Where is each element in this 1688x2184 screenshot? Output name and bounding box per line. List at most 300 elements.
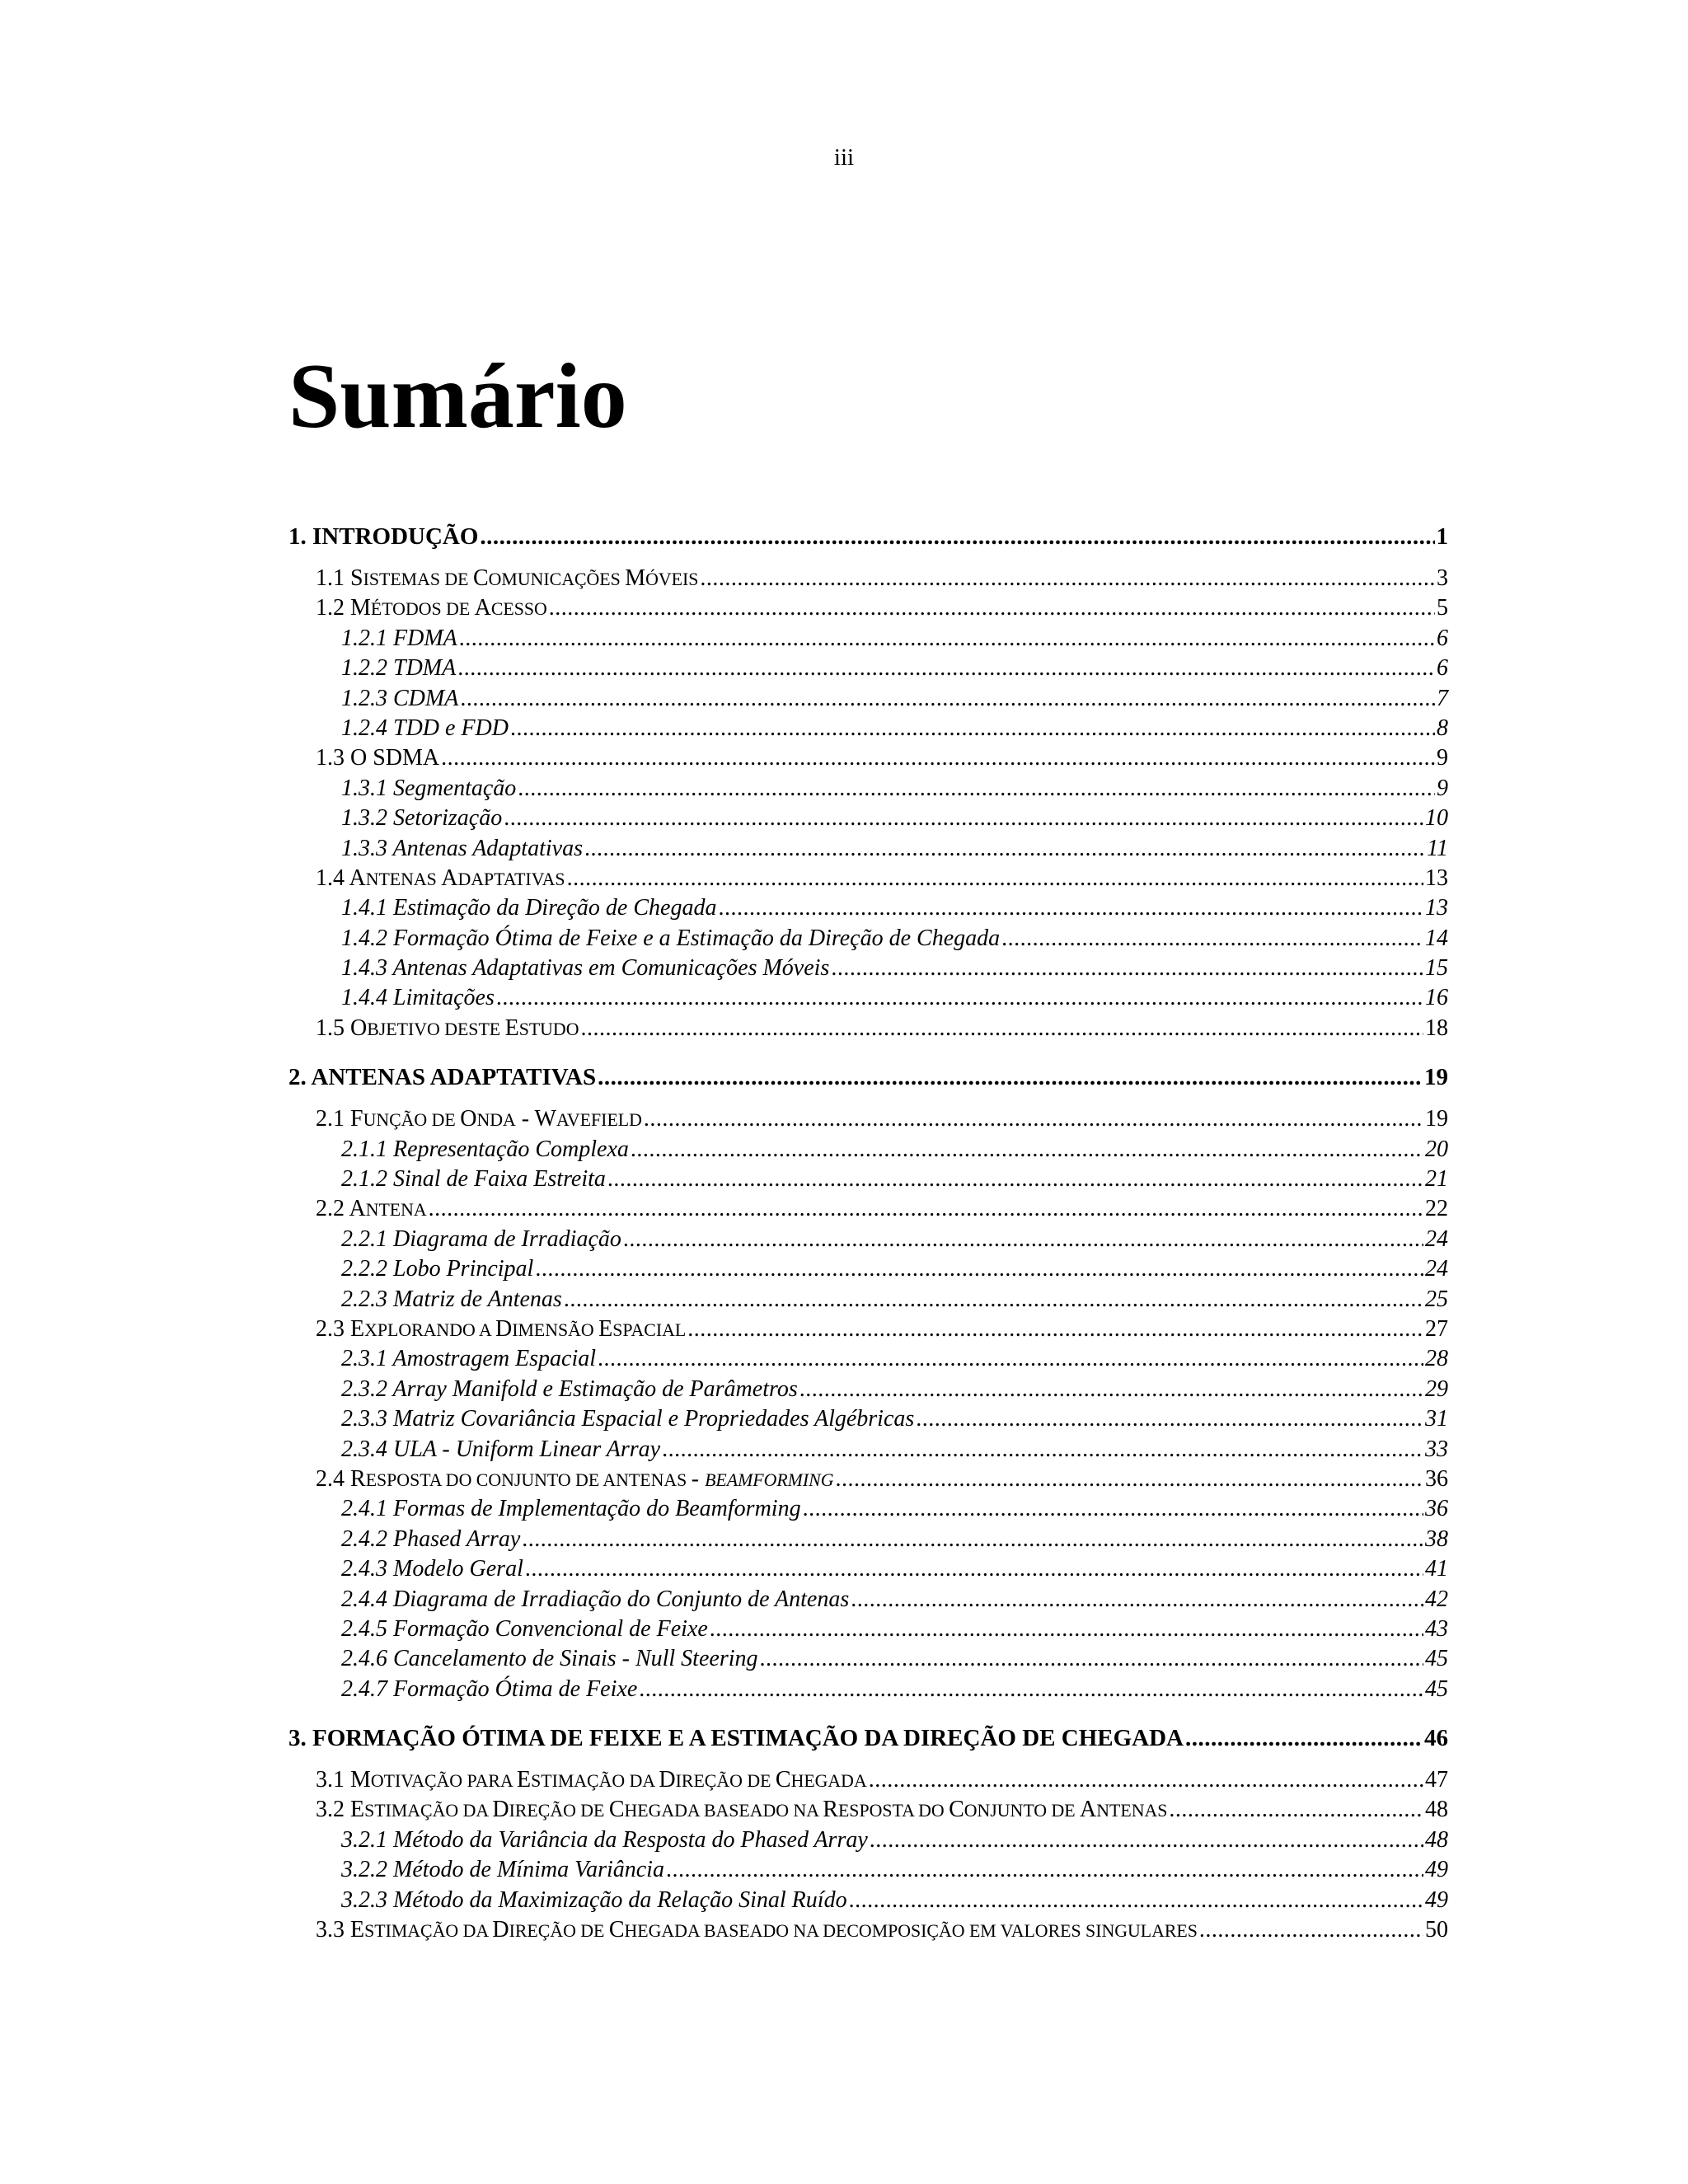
dot-leader: [718, 893, 1423, 923]
toc-entry-s1-2-3: [288, 684, 1448, 714]
dot-leader: [598, 1058, 1423, 1096]
toc-entry-title: [316, 864, 565, 894]
toc-entry-title: [316, 743, 439, 773]
toc-entry-page: 6: [1437, 625, 1448, 651]
dot-leader: [441, 743, 1435, 773]
toc-entry-text: S: [350, 565, 363, 591]
toc-entry-number: 2.2.2: [341, 1256, 387, 1282]
toc-entry-text: Amostragem Espacial: [392, 1346, 597, 1372]
dot-leader: [1001, 924, 1423, 954]
dot-leader: [760, 1644, 1424, 1674]
toc-entry-text: A: [349, 865, 366, 891]
toc-entry-page: 29: [1425, 1376, 1448, 1402]
toc-entry-s1-1: [288, 564, 1448, 593]
toc-entry-s2-2-2: [288, 1254, 1448, 1284]
toc-entry-text: Limitações: [393, 985, 495, 1011]
toc-entry-number: 1.4: [316, 865, 345, 891]
dot-leader: [623, 1225, 1423, 1254]
toc-entry-number: 2.4.5: [341, 1615, 387, 1642]
toc-entry-text: F: [350, 1106, 363, 1132]
toc-entry-page: 31: [1425, 1406, 1448, 1432]
toc-entry-page: 27: [1425, 1315, 1448, 1342]
toc-entry-page: 15: [1425, 955, 1448, 982]
toc-entry-number: 2.4.1: [341, 1496, 387, 1522]
toc-entry-text: Representação Complexa: [393, 1136, 629, 1162]
toc-entry-title: [316, 593, 547, 624]
toc-entry-number: 3.: [288, 1725, 307, 1752]
toc-entry-s1-4: [288, 864, 1448, 893]
toc-entry-text: E: [350, 1797, 365, 1823]
toc-entry-text: C: [775, 1767, 791, 1793]
dot-leader: [1185, 1719, 1423, 1757]
toc-entry-s3-3: [288, 1915, 1448, 1945]
toc-entry-number: 2.3.3: [341, 1406, 387, 1432]
page-title: Sumário: [288, 345, 627, 448]
toc-entry-title: [341, 1525, 520, 1554]
toc-entry-text: HEGADA BASEADO NA DECOMPOSIÇÃO EM VALORES SINGULARES: [624, 1921, 1198, 1942]
toc-entry-number: 3.1: [316, 1767, 345, 1793]
toc-entry-title: [316, 564, 698, 594]
toc-entry-page: 14: [1425, 925, 1448, 951]
toc-entry-s3-2: [288, 1795, 1448, 1825]
dot-leader: [835, 1465, 1423, 1494]
toc-entry-number: 2.2: [316, 1196, 345, 1222]
toc-entry-title: [316, 1104, 642, 1135]
toc-entry-text: Matriz Covariância Espacial e Propriedades Algébricas: [393, 1406, 915, 1432]
dot-leader: [429, 1194, 1423, 1224]
toc-entry-s2-4-6: [288, 1644, 1448, 1674]
toc-entry-page: 33: [1425, 1436, 1448, 1462]
toc-entry-text: A: [474, 595, 491, 621]
toc-entry-s1-4-2: [288, 924, 1448, 954]
toc-entry-text: Método da Variância da Resposta do Phased Array: [393, 1826, 868, 1853]
toc-entry-page: 47: [1425, 1767, 1448, 1793]
toc-entry-title: [341, 1855, 664, 1885]
toc-entry-s2-4-2: [288, 1525, 1448, 1554]
toc-entry-text: IREÇÃO DE: [509, 1921, 609, 1942]
toc-entry-s2-3-3: [288, 1404, 1448, 1434]
toc-entry-page: 36: [1425, 1465, 1448, 1492]
toc-entry-page: 45: [1425, 1675, 1448, 1702]
toc-entry-page: 28: [1425, 1346, 1448, 1372]
toc-entry-number: 3.2.1: [341, 1826, 387, 1853]
dot-leader: [1199, 1915, 1423, 1945]
toc-entry-s1-3-1: [288, 774, 1448, 804]
dot-leader: [870, 1825, 1423, 1855]
toc-entry-text: R: [823, 1797, 838, 1823]
toc-entry-s1-2-4: [288, 714, 1448, 743]
toc-entry-page: 9: [1437, 745, 1448, 771]
toc-entry-text: NTENAS: [365, 869, 442, 889]
toc-entry-text: Phased Array: [393, 1526, 521, 1552]
toc-entry-number: 1.4.2: [341, 925, 387, 951]
toc-entry-text: C: [472, 565, 489, 591]
toc-entry-title: [341, 804, 502, 833]
toc-entry-s2-4-4: [288, 1585, 1448, 1615]
toc-entry-title: [341, 1435, 660, 1465]
toc-entry-page: 19: [1424, 1064, 1448, 1091]
toc-entry-number: 2.4.2: [341, 1526, 387, 1552]
toc-entry-number: 1.2.1: [341, 625, 387, 651]
toc-entry-text: R: [350, 1465, 366, 1492]
toc-entry-text: HEGADA: [790, 1771, 867, 1792]
table-of-contents: [288, 518, 1448, 1945]
toc-entry-s2-4-7: [288, 1675, 1448, 1704]
toc-entry-title: [341, 834, 583, 864]
toc-entry-text: Array Manifold e Estimação de Parâmetros: [392, 1376, 798, 1402]
toc-entry-text: Formas de Implementação do Beamforming: [393, 1496, 801, 1522]
toc-entry-text: O SDMA: [350, 745, 440, 771]
toc-entry-number: 1.2.2: [341, 655, 387, 682]
toc-entry-title: [341, 1644, 758, 1674]
toc-entry-page: 19: [1425, 1106, 1448, 1132]
toc-entry-text: IMENSÃO: [512, 1319, 599, 1340]
dot-leader: [607, 1165, 1423, 1194]
toc-entry-s3-2-2: [288, 1855, 1448, 1885]
toc-entry-text: Formação Ótima de Feixe e a Estimação da Direção de Chegada: [393, 925, 1001, 951]
dot-leader: [584, 834, 1425, 864]
toc-entry-number: 2.1.2: [341, 1166, 387, 1193]
toc-entry-title: [341, 684, 458, 714]
toc-entry-number: 1.2.3: [341, 685, 387, 711]
toc-entry-number: 2.2.1: [341, 1226, 387, 1252]
toc-entry-text: SPACIAL: [612, 1319, 687, 1340]
toc-entry-text: C: [949, 1797, 964, 1823]
toc-entry-text: Segmentação: [393, 775, 517, 801]
toc-entry-text: Formação Convencional de Feixe: [393, 1615, 708, 1642]
toc-entry-s2-2-1: [288, 1225, 1448, 1254]
toc-entry-text: E: [598, 1315, 613, 1342]
toc-entry-page: 5: [1437, 595, 1448, 621]
toc-entry-text: IREÇÃO DE: [509, 1801, 609, 1821]
toc-entry-text: E: [517, 1767, 532, 1793]
toc-entry-text: Sinal de Faixa Estreita: [393, 1166, 606, 1193]
toc-entry-title: [341, 1886, 847, 1915]
toc-entry-number: 3.2.3: [341, 1886, 387, 1913]
toc-entry-title: [316, 1765, 867, 1796]
toc-entry-page: 45: [1425, 1646, 1448, 1672]
toc-entry-number: 3.2: [316, 1797, 345, 1823]
dot-leader: [564, 1285, 1423, 1315]
dot-leader: [700, 564, 1435, 593]
toc-entry-title: [316, 1194, 427, 1225]
toc-entry-number: 1.2: [316, 595, 345, 621]
toc-entry-text: STUDO: [518, 1019, 579, 1039]
toc-entry-title: [341, 1615, 708, 1644]
dot-leader: [459, 624, 1435, 654]
toc-entry-title: [288, 1719, 1184, 1757]
toc-entry-text: D: [492, 1797, 509, 1823]
dot-leader: [598, 1344, 1423, 1374]
toc-entry-text: Matriz de Antenas: [393, 1286, 562, 1312]
toc-entry-number: 2.: [288, 1064, 307, 1091]
toc-entry-page: 48: [1425, 1797, 1448, 1823]
toc-entry-number: 2.4.4: [341, 1586, 387, 1612]
toc-entry-s3-2-3: [288, 1886, 1448, 1915]
toc-entry-number: 1.: [288, 523, 307, 550]
toc-entry-title: [341, 1254, 533, 1284]
dot-leader: [504, 804, 1423, 833]
toc-entry-text: Formação Ótima de Feixe: [393, 1675, 638, 1702]
dot-leader: [869, 1765, 1423, 1795]
toc-entry-title: [341, 1344, 596, 1374]
toc-entry-number: 1.4.3: [341, 955, 387, 982]
toc-entry-s2-4: [288, 1465, 1448, 1494]
toc-entry-text: A: [1080, 1797, 1097, 1823]
toc-entry-number: 1.5: [316, 1015, 345, 1041]
toc-entry-page: 13: [1425, 865, 1448, 891]
toc-entry-number: 1.3.2: [341, 805, 387, 832]
toc-entry-page: 46: [1424, 1725, 1448, 1752]
toc-entry-page: 25: [1425, 1286, 1448, 1312]
toc-entry-page: 6: [1437, 655, 1448, 682]
toc-entry-text: Diagrama de Irradiação do Conjunto de Antenas: [393, 1586, 850, 1612]
toc-entry-text: A: [441, 865, 458, 891]
toc-entry-s2-3: [288, 1315, 1448, 1344]
toc-entry-number: 2.3.4: [341, 1436, 387, 1462]
toc-entry-text: STIMAÇÃO DA: [364, 1921, 493, 1942]
toc-entry-text: ÉTODOS DE: [370, 599, 475, 620]
toc-entry-page: 9: [1437, 775, 1448, 801]
dot-leader: [567, 864, 1423, 893]
toc-entry-s1-3-3: [288, 834, 1448, 864]
dot-leader: [799, 1375, 1423, 1404]
toc-entry-number: 2.4.6: [341, 1646, 387, 1672]
toc-entry-ch1: [288, 518, 1448, 555]
toc-entry-text: OMUNICAÇÕES: [488, 569, 626, 589]
toc-entry-page: 22: [1425, 1196, 1448, 1222]
toc-entry-s2-3-1: [288, 1344, 1448, 1374]
toc-entry-number: 1.1: [316, 565, 345, 591]
toc-entry-text: Método de Mínima Variância: [393, 1857, 664, 1883]
toc-entry-text: D: [495, 1315, 513, 1342]
toc-entry-text: - W: [515, 1106, 556, 1132]
toc-entry-title: [341, 1554, 523, 1584]
dot-leader: [549, 593, 1435, 623]
toc-entry-title: [288, 1058, 596, 1096]
toc-entry-text: Antenas Adaptativas em Comunicações Móveis: [392, 955, 830, 982]
toc-entry-page: 1: [1436, 523, 1448, 550]
toc-entry-s3-2-1: [288, 1825, 1448, 1855]
toc-entry-s2-1-1: [288, 1135, 1448, 1165]
dot-leader: [831, 954, 1423, 983]
dot-leader: [851, 1585, 1423, 1615]
toc-entry-number: 2.3.1: [341, 1346, 387, 1372]
toc-entry-number: 2.4.3: [341, 1556, 387, 1582]
dot-leader: [460, 684, 1435, 714]
toc-entry-text: Setorização: [393, 805, 503, 832]
toc-entry-s1-2-1: [288, 624, 1448, 654]
toc-entry-number: 3.2.2: [341, 1857, 387, 1883]
toc-entry-page: 42: [1425, 1586, 1448, 1612]
toc-entry-page: 16: [1425, 985, 1448, 1011]
toc-entry-text: M: [350, 595, 371, 621]
toc-entry-page: 48: [1425, 1826, 1448, 1853]
toc-entry-text: TDD e FDD: [393, 715, 509, 741]
toc-entry-text: NDA: [476, 1110, 516, 1131]
toc-entry-text: Cancelamento de Sinais - Null Steering: [393, 1646, 758, 1672]
toc-entry-text: NTENAS: [1096, 1801, 1168, 1821]
toc-entry-number: 2.1: [316, 1106, 345, 1132]
toc-entry-title: [341, 983, 495, 1013]
toc-entry-text: UNÇÃO DE: [363, 1110, 461, 1131]
toc-entry-text: C: [608, 1917, 625, 1943]
toc-entry-text: BEAMFORMING: [705, 1469, 834, 1490]
toc-entry-page: 36: [1425, 1496, 1448, 1522]
toc-entry-text: D: [492, 1917, 509, 1943]
toc-entry-text: XPLORANDO A: [364, 1319, 495, 1340]
toc-entry-text: D: [659, 1767, 676, 1793]
dot-leader: [803, 1494, 1423, 1524]
toc-entry-text: Método da Maximização da Relação Sinal Ruído: [393, 1886, 847, 1913]
toc-entry-number: 1.2.4: [341, 715, 387, 741]
toc-entry-title: [341, 893, 716, 923]
toc-entry-page: 50: [1425, 1917, 1448, 1943]
toc-entry-title: [341, 654, 456, 683]
toc-entry-s2-1-2: [288, 1165, 1448, 1194]
toc-entry-text: TDMA: [393, 655, 457, 682]
toc-entry-text: CDMA: [393, 685, 459, 711]
toc-entry-text: DAPTATIVAS: [457, 869, 565, 889]
toc-entry-title: [341, 1375, 798, 1404]
toc-entry-text: ÓVEIS: [645, 569, 699, 589]
toc-entry-text: OTIVAÇÃO PARA: [370, 1771, 518, 1792]
toc-entry-s1-3-2: [288, 804, 1448, 833]
toc-entry-text: HEGADA BASEADO NA: [624, 1801, 823, 1821]
toc-entry-number: 1.4.1: [341, 895, 387, 921]
toc-entry-page: 20: [1425, 1136, 1448, 1162]
toc-entry-title: [288, 518, 478, 555]
toc-entry-number: 1.4.4: [341, 985, 387, 1011]
toc-entry-text: ESPOSTA DO CONJUNTO DE ANTENAS: [365, 1469, 692, 1490]
toc-entry-text: Diagrama de Irradiação: [393, 1226, 621, 1252]
toc-entry-page: 3: [1437, 565, 1448, 591]
toc-entry-text: Modelo Geral: [393, 1556, 523, 1582]
dot-leader: [687, 1315, 1423, 1344]
toc-entry-title: [341, 1825, 868, 1855]
toc-entry-s1-4-3: [288, 954, 1448, 983]
toc-entry-s2-2: [288, 1194, 1448, 1224]
toc-entry-s2-2-3: [288, 1285, 1448, 1315]
dot-leader: [525, 1554, 1423, 1584]
toc-entry-s3-1: [288, 1765, 1448, 1795]
toc-entry-text: AVEFIELD: [556, 1110, 642, 1131]
dot-leader: [1169, 1795, 1423, 1825]
toc-entry-ch2: [288, 1058, 1448, 1096]
toc-entry-title: [341, 1585, 849, 1615]
toc-entry-title: [316, 1915, 1198, 1946]
dot-leader: [480, 518, 1434, 555]
toc-entry-number: 2.4: [316, 1465, 345, 1492]
toc-entry-page: 49: [1425, 1886, 1448, 1913]
toc-entry-text: IREÇÃO DE: [675, 1771, 776, 1792]
toc-entry-s2-3-2: [288, 1375, 1448, 1404]
toc-entry-s1-5: [288, 1014, 1448, 1043]
toc-entry-page: 41: [1425, 1556, 1448, 1582]
toc-entry-page: 43: [1425, 1615, 1448, 1642]
toc-entry-text: ANTENAS ADAPTATIVAS: [311, 1064, 597, 1091]
toc-entry-page: 7: [1437, 685, 1448, 711]
toc-entry-s1-4-4: [288, 983, 1448, 1013]
toc-entry-title: [341, 774, 516, 804]
toc-entry-text: Antenas Adaptativas: [392, 835, 583, 861]
dot-leader: [849, 1886, 1423, 1915]
toc-entry-page: 11: [1427, 835, 1448, 861]
toc-entry-page: 18: [1425, 1015, 1448, 1041]
toc-entry-text: BJETIVO DESTE: [367, 1019, 505, 1039]
toc-entry-page: 38: [1425, 1526, 1448, 1552]
toc-entry-text: M: [625, 565, 646, 591]
toc-entry-title: [341, 714, 509, 743]
toc-entry-text: E: [504, 1015, 519, 1041]
toc-entry-title: [341, 1675, 637, 1704]
toc-entry-text: E: [350, 1917, 365, 1943]
toc-entry-title: [316, 1315, 686, 1345]
dot-leader: [457, 654, 1435, 683]
toc-entry-text: -: [691, 1465, 706, 1492]
toc-entry-text: O: [460, 1106, 477, 1132]
toc-entry-text: ONJUNTO DE: [964, 1801, 1081, 1821]
page-number: iii: [833, 144, 855, 171]
toc-entry-title: [341, 1135, 629, 1165]
toc-entry-number: 2.3: [316, 1315, 345, 1342]
toc-entry-page: 21: [1425, 1166, 1448, 1193]
toc-entry-page: 10: [1425, 805, 1448, 832]
dot-leader: [510, 714, 1435, 743]
toc-entry-number: 2.3.2: [341, 1376, 387, 1402]
toc-entry-page: 49: [1425, 1857, 1448, 1883]
dot-leader: [644, 1104, 1423, 1134]
toc-entry-s1-2: [288, 593, 1448, 623]
toc-entry-text: ISTEMAS DE: [363, 569, 473, 589]
toc-entry-text: C: [608, 1797, 625, 1823]
toc-entry-title: [316, 1795, 1167, 1825]
dot-leader: [522, 1525, 1423, 1554]
dot-leader: [666, 1855, 1423, 1885]
toc-entry-text: INTRODUÇÃO: [312, 523, 479, 550]
toc-entry-text: CESSO: [490, 599, 547, 620]
toc-entry-number: 2.4.7: [341, 1675, 387, 1702]
toc-entry-s2-4-5: [288, 1615, 1448, 1644]
toc-entry-text: NTENA: [365, 1200, 427, 1221]
toc-entry-text: A: [349, 1196, 366, 1222]
toc-entry-number: 2.2.3: [341, 1286, 387, 1312]
toc-entry-number: 1.3.3: [341, 835, 387, 861]
toc-entry-text: FDMA: [393, 625, 457, 651]
dot-leader: [916, 1404, 1423, 1434]
toc-entry-s1-3: [288, 743, 1448, 773]
toc-entry-text: FORMAÇÃO ÓTIMA DE FEIXE E A ESTIMAÇÃO DA DIREÇÃO DE CHEGADA: [312, 1725, 1184, 1752]
toc-entry-text: O: [350, 1015, 368, 1041]
toc-entry-number: 3.3: [316, 1917, 345, 1943]
dot-leader: [580, 1014, 1423, 1043]
toc-entry-text: ESPOSTA DO: [837, 1801, 950, 1821]
dot-leader: [518, 774, 1435, 804]
toc-entry-s2-1: [288, 1104, 1448, 1134]
toc-entry-text: STIMAÇÃO DA: [364, 1801, 493, 1821]
toc-entry-title: [341, 954, 829, 983]
toc-entry-text: Lobo Principal: [393, 1256, 534, 1282]
dot-leader: [535, 1254, 1423, 1284]
toc-entry-number: 1.3.1: [341, 775, 387, 801]
toc-entry-s2-3-4: [288, 1435, 1448, 1465]
toc-entry-title: [341, 1165, 606, 1194]
toc-entry-text: ULA - Uniform Linear Array: [393, 1436, 661, 1462]
toc-entry-s1-2-2: [288, 654, 1448, 683]
toc-entry-text: E: [350, 1315, 365, 1342]
toc-entry-title: [341, 924, 1000, 954]
toc-entry-page: 24: [1425, 1226, 1448, 1252]
